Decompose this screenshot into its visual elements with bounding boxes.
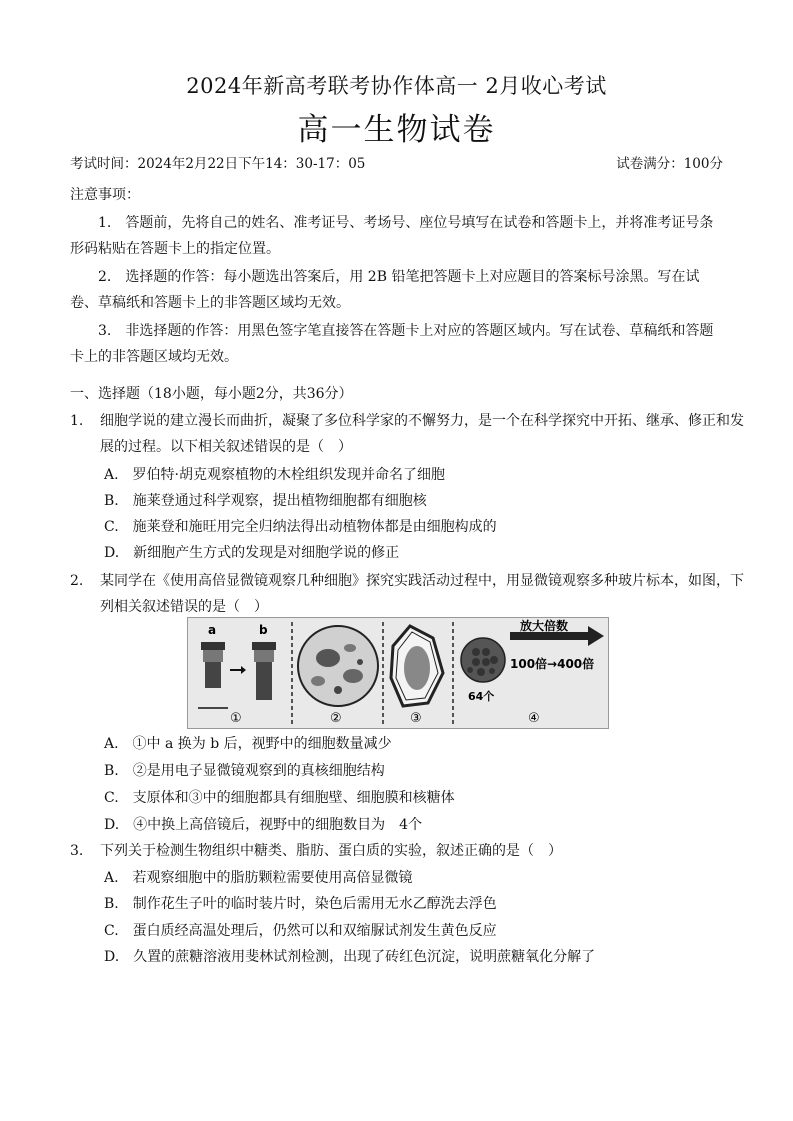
exam-time: 考试时间：2024年2月22日下午14：30-17：05: [70, 156, 366, 172]
option-c: C. 蛋白质经高温处理后，仍然可以和双缩脲试剂发生黄色反应: [104, 923, 497, 939]
exam-subtitle: 高一生物试卷: [297, 112, 496, 148]
option-b: B. 施莱登通过科学观察，提出植物细胞都有细胞核: [104, 493, 427, 509]
question-text: 下列关于检测生物组织中糖类、脂肪、蛋白质的实验，叙述正确的是（ ）: [100, 843, 562, 859]
panel-2-label: ②: [330, 711, 342, 726]
full-score: 试卷满分：100分: [616, 156, 723, 172]
option-b: B. ②是用电子显微镜观察到的真核细胞结构: [104, 763, 385, 779]
zoom-title: 放大倍数: [520, 619, 569, 633]
panel-1-label: ①: [230, 711, 242, 726]
question-2-stem: [70, 568, 756, 620]
label-a: a: [208, 623, 217, 637]
magnification-illustration: [461, 618, 604, 726]
option-d: D. 新细胞产生方式的发现是对细胞学说的修正: [104, 545, 400, 561]
option-c: C. 支原体和③中的细胞都具有细胞壁、细胞膜和核糖体: [104, 790, 455, 806]
section-heading: 一、选择题（18小题，每小题2分，共36分）: [70, 386, 353, 402]
cell-micrograph-illustration: [298, 626, 378, 726]
question-number: 3.: [70, 843, 84, 859]
exam-title: 2024年新高考联考协作体高一 2月收心考试: [186, 74, 607, 98]
panel-3-label: ③: [410, 711, 422, 726]
zoom-text: 100倍→400倍: [510, 657, 595, 671]
option-a: A. ①中 a 换为 b 后，视野中的细胞数量减少: [104, 736, 392, 752]
option-c: C. 施莱登和施旺用完全归纳法得出动植物体都是由细胞构成的: [104, 519, 497, 535]
option-d: D. 久置的蔗糖溶液用斐林试剂检测，出现了砖红色沉淀，说明蔗糖氧化分解了: [104, 949, 596, 965]
notes-heading: 注意事项：: [70, 187, 140, 203]
question-text: 细胞学说的建立漫长而曲折，凝聚了多位科学家的不懈努力，是一个在科学探究中开拓、继承、修正和发展的过程。以下相关叙述错误的是（ ）: [100, 413, 744, 455]
option-a: A. 若观察细胞中的脂肪颗粒需要使用高倍显微镜: [104, 870, 413, 886]
question-number: 1.: [70, 413, 84, 429]
question-1-stem: [70, 408, 756, 460]
exam-meta: [70, 152, 723, 172]
cell-count: 64个: [468, 690, 495, 703]
note-item: 3. 非选择题的作答：用黑色签字笔直接答在答题卡上对应的答题区域内。写在试卷、草稿纸和答题卡上的非答题区域均无效。: [70, 323, 714, 365]
option-a: A. 罗伯特·胡克观察植物的木栓组织发现并命名了细胞: [104, 467, 446, 483]
option-b: B. 制作花生子叶的临时装片时，染色后需用无水乙醇洗去浮色: [104, 896, 497, 912]
objective-lenses-illustration: [198, 623, 276, 726]
question-number: 2.: [70, 573, 84, 589]
question-3-stem: [70, 838, 756, 864]
microscope-figure: [187, 617, 609, 729]
option-d: D. ④中换上高倍镜后，视野中的细胞数目为 4个: [104, 817, 423, 833]
microscope-figure-svg: [188, 618, 608, 728]
question-text: 某同学在《使用高倍显微镜观察几种细胞》探究实践活动过程中，用显微镜观察多种玻片标本，如图，下列相关叙述错误的是（ ）: [100, 573, 744, 615]
label-b: b: [259, 623, 268, 637]
panel-4-label: ④: [528, 711, 540, 726]
note-item: 1. 答题前，先将自己的姓名、准考证号、考场号、座位号填写在试卷和答题卡上，并将准考证号条形码粘贴在答题卡上的指定位置。: [70, 215, 714, 257]
note-item: 2. 选择题的作答：每小题选出答案后，用 2B 铅笔把答题卡上对应题目的答案标号涂黑。写在试卷、草稿纸和答题卡上的非答题区域均无效。: [70, 269, 700, 311]
plant-cell-illustration: [391, 626, 443, 726]
